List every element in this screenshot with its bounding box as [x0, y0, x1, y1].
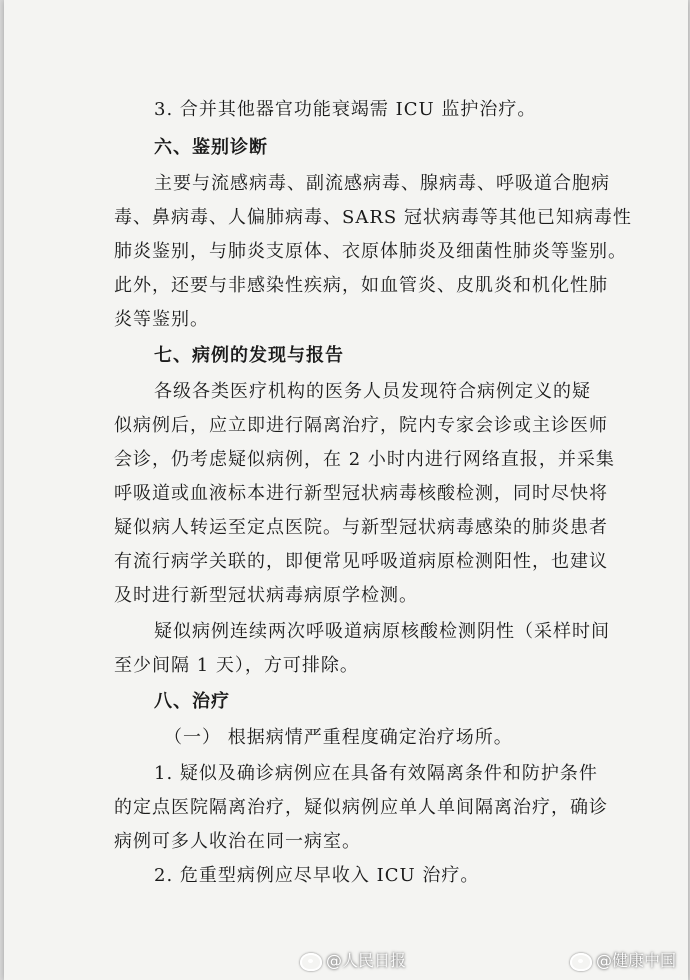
- paragraph-line: 的定点医院隔离治疗，疑似病例应单人单间隔离治疗，确诊: [114, 797, 608, 818]
- heading-treatment: 八、治疗: [154, 691, 230, 712]
- paragraph-line: 会诊，仍考虑疑似病例，在 2 小时内进行网络直报，并采集: [114, 449, 615, 470]
- paragraph-line: 毒、鼻病毒、人偏肺病毒、SARS 冠状病毒等其他已知病毒性: [114, 207, 632, 228]
- weibo-icon: [300, 953, 322, 971]
- paragraph-line: 主要与流感病毒、副流感病毒、腺病毒、呼吸道合胞病: [154, 173, 610, 194]
- paragraph-line: 病例可多人收治在同一病室。: [114, 831, 361, 852]
- paragraph-line: 疑似病例连续两次呼吸道病原核酸检测阴性（采样时间: [154, 621, 610, 642]
- paragraph-line: 有流行病学关联的，即便常见呼吸道病原检测阳性，也建议: [114, 551, 608, 572]
- paragraph-line: 肺炎鉴别，与肺炎支原体、衣原体肺炎及细菌性肺炎等鉴别。: [114, 241, 627, 262]
- watermark-right: [570, 948, 676, 971]
- paragraph-line: 似病例后，应立即进行隔离治疗，院内专家会诊或主诊医师: [114, 415, 608, 436]
- heading-case-reporting: 七、病例的发现与报告: [154, 345, 344, 366]
- document-page: [4, 0, 688, 980]
- item-3-icu: 3. 合并其他器官功能衰竭需 ICU 监护治疗。: [154, 99, 537, 120]
- paragraph-line: 及时进行新型冠状病毒病原学检测。: [114, 585, 418, 606]
- paragraph-line: 至少间隔 1 天），方可排除。: [114, 655, 359, 676]
- paragraph-line: 疑似病人转运至定点医院。与新型冠状病毒感染的肺炎患者: [114, 517, 608, 538]
- paragraph-line: 炎等鉴别。: [114, 309, 209, 330]
- paragraph-line: 呼吸道或血液标本进行新型冠状病毒核酸检测，同时尽快将: [114, 483, 608, 504]
- watermark-left: [300, 948, 406, 971]
- heading-differential-diagnosis: 六、鉴别诊断: [154, 137, 268, 158]
- weibo-icon: [570, 953, 592, 971]
- item-2-icu: 2. 危重型病例应尽早收入 ICU 治疗。: [154, 865, 480, 886]
- subheading-treatment-site: （一） 根据病情严重程度确定治疗场所。: [164, 727, 513, 748]
- paragraph-line: 此外，还要与非感染性疾病，如血管炎、皮肌炎和机化性肺: [114, 275, 608, 296]
- watermark-left-text: @人民日报: [326, 951, 407, 970]
- watermark-right-text: @健康中国: [596, 951, 677, 970]
- paragraph-line: 1. 疑似及确诊病例应在具备有效隔离条件和防护条件: [154, 763, 598, 784]
- paragraph-line: 各级各类医疗机构的医务人员发现符合病例定义的疑: [154, 381, 591, 402]
